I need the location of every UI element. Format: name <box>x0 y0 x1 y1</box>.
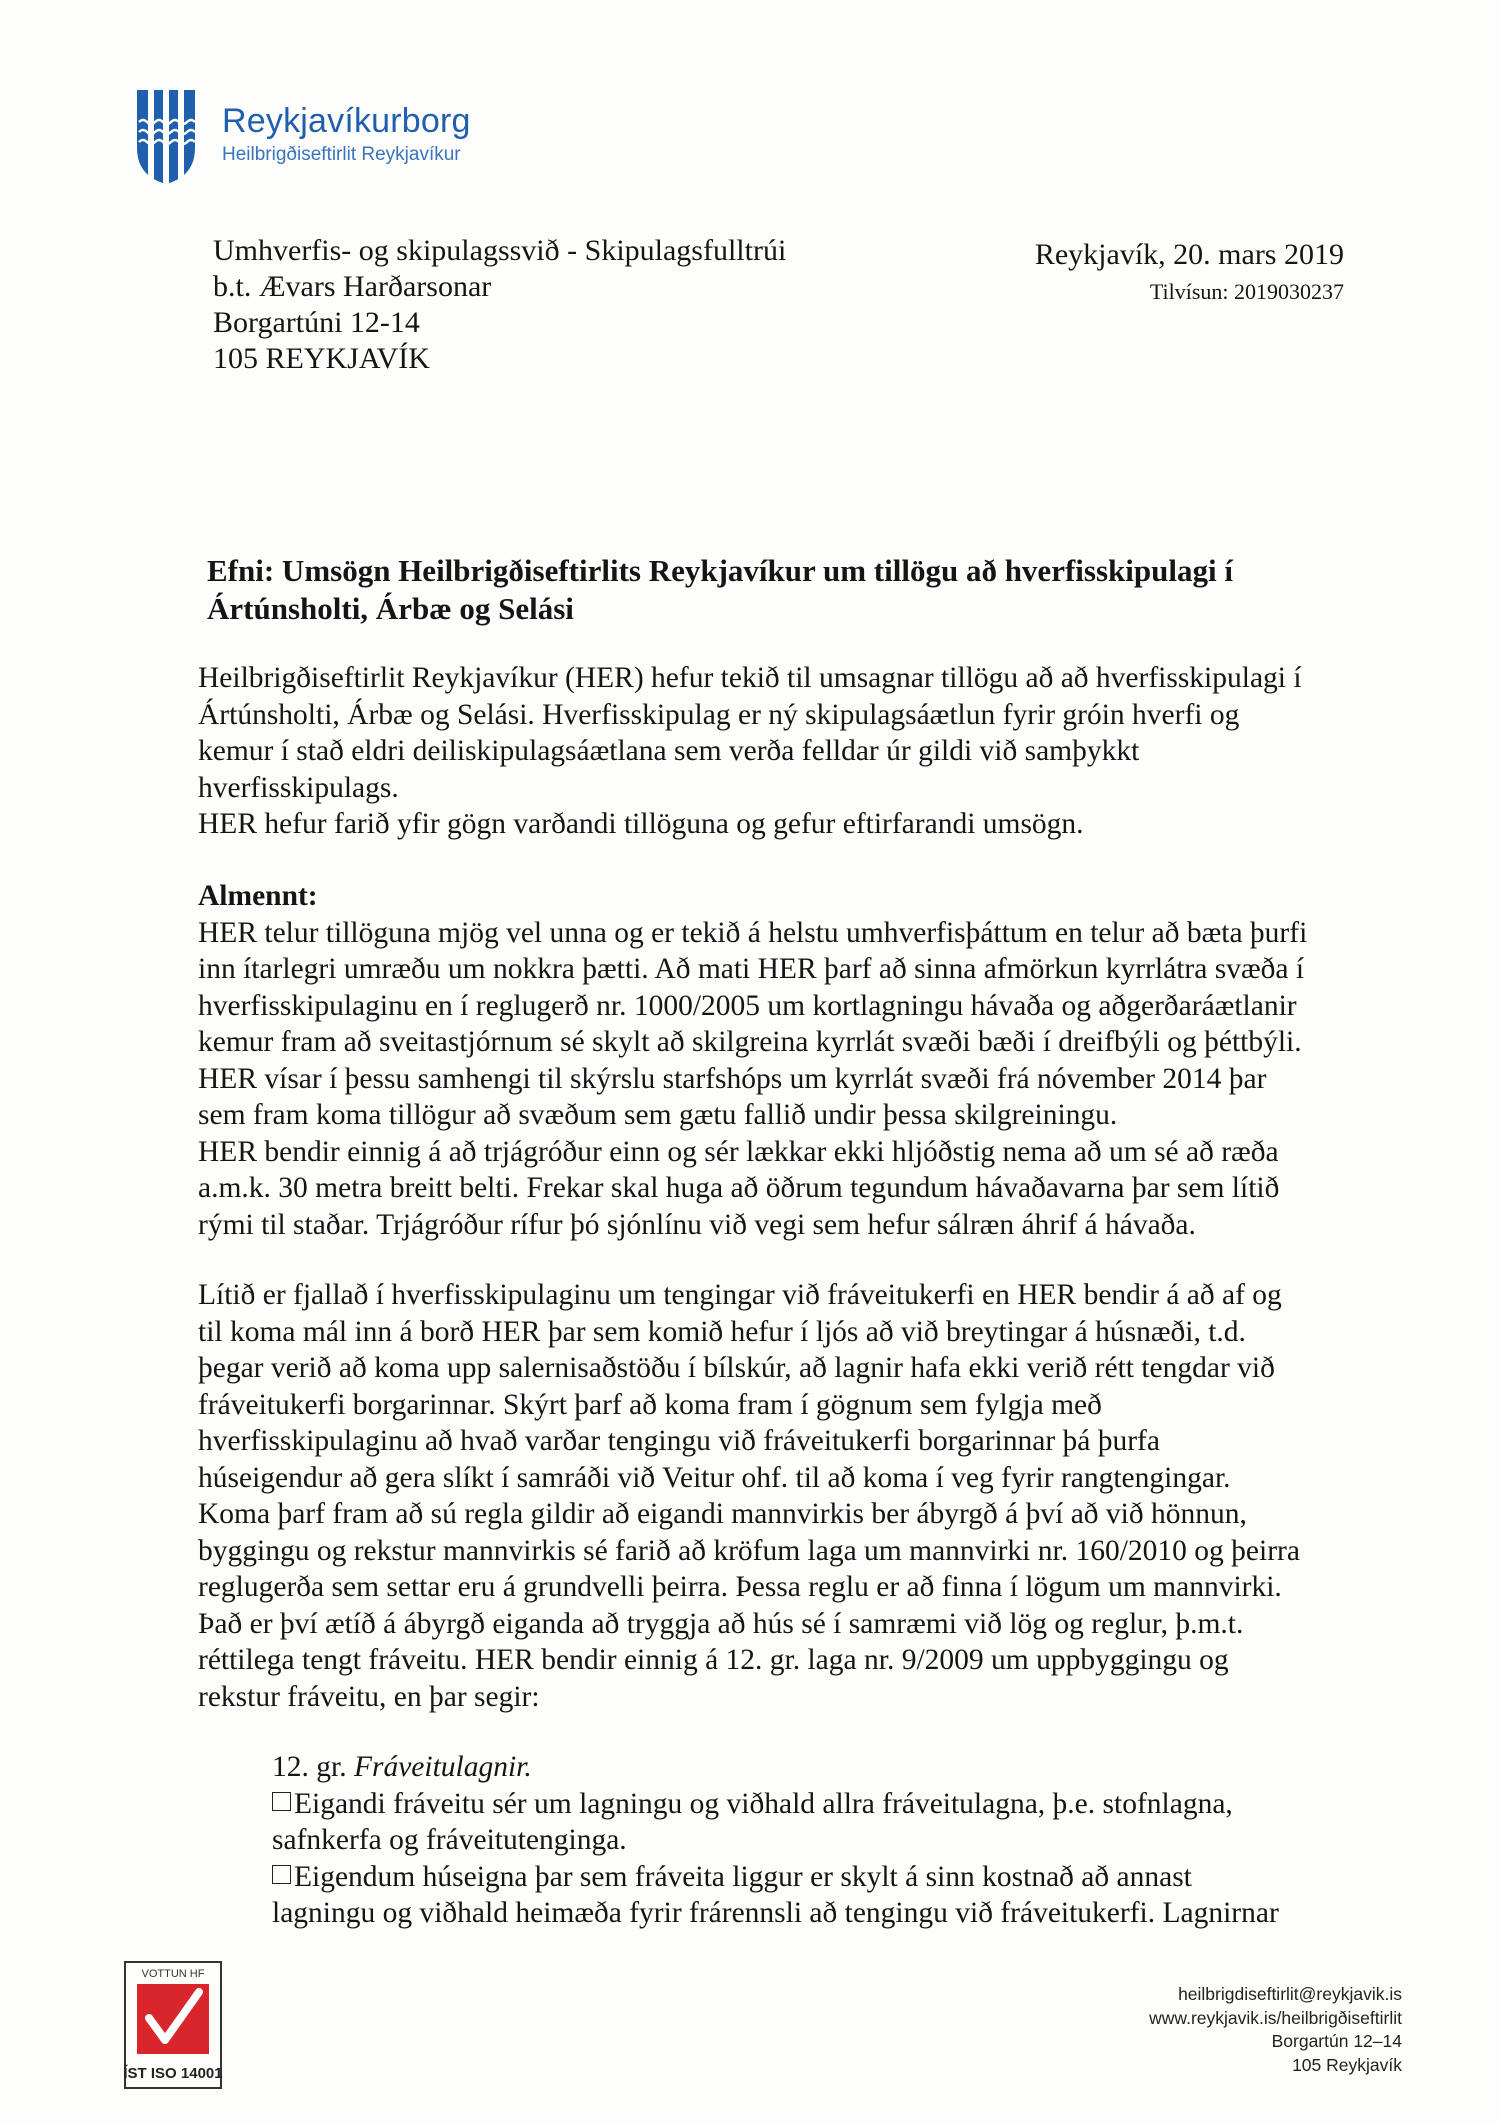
iso-certification-badge <box>123 1960 223 2090</box>
recipient-line: 105 REYKJAVÍK <box>213 342 430 375</box>
subject-line: Efni: Umsögn Heilbrigðiseftirlits Reykjavíkur um tillögu að hverfisskipulagi í <box>207 553 1233 588</box>
org-name: Reykjavíkurborg <box>222 102 471 140</box>
text-line: Heilbrigðiseftirlit Reykjavíkur (HER) hefur tekið til umsagnar tillögu að að hverfisskipulagi í <box>198 662 1302 694</box>
section-heading: Almennt: <box>198 879 318 912</box>
reykjavik-shield-logo <box>135 88 197 186</box>
text-line: HER telur tillöguna mjög vel unna og er tekið á helstu umhverfisþáttum en telur að bæta þurfi <box>198 916 1308 949</box>
text-line: HER hefur farið yfir gögn varðandi tillöguna og gefur eftirfarandi umsögn. <box>198 808 1084 840</box>
text-line: réttilega tengt fráveitu. HER bendir einnig á 12. gr. laga nr. 9/2009 um uppbyggingu og <box>198 1644 1229 1676</box>
text-line: hverfisskipulaginu en í reglugerð nr. 1000/2005 um kortlagningu hávaða og aðgerðaráætlanir <box>198 989 1297 1022</box>
checkbox-glyph-icon <box>272 1792 291 1811</box>
text-line: húseigendur að gera slíkt í samráði við Veitur ohf. til að koma í veg fyrir rangtengingar. <box>198 1461 1231 1494</box>
text-line: HER vísar í þessu samhengi til skýrslu starfshóps um kyrrlát svæði frá nóvember 2014 þar <box>198 1062 1267 1095</box>
cert-top-label: VOTTUN HF <box>141 1968 205 1980</box>
text-line: hverfisskipulaginu að hvað varðar tengingu við fráveitukerfi borgarinnar þá þurfa <box>198 1425 1160 1457</box>
subject-heading <box>207 552 1307 628</box>
text-line: Koma þarf fram að sú regla gildir að eigandi mannvirkis ber ábyrgð á því að við hönnun, <box>198 1498 1247 1530</box>
quote-text: Eigandi fráveitu sér um lagningu og viðhald allra fráveitulagna, þ.e. stofnlagna, <box>294 1787 1233 1820</box>
quote-line <box>272 1786 1348 1823</box>
text-line: kemur fram að sveitastjórnum sé skylt að skilgreina kyrrlát svæði bæði í dreifbýli og þéttbýli. <box>198 1026 1302 1058</box>
text-line: fráveitukerfi borgarinnar. Skýrt þarf að koma fram í gögnum sem fylgja með <box>198 1388 1102 1421</box>
text-line: inn ítarlegri umræðu um nokkra þætti. Að mati HER þarf að sinna afmörkun kyrrlátra svæða í <box>198 953 1305 985</box>
subject-line: Ártúnsholti, Árbæ og Selási <box>207 591 574 626</box>
contact-website[interactable]: www.reykjavik.is/heilbrigðiseftirlit <box>1149 2007 1402 2028</box>
article-heading <box>272 1749 1348 1786</box>
quote-text: Eigendum húseigna þar sem fráveita liggur er skylt á sinn kostnað að annast <box>294 1860 1192 1893</box>
general-paragraph <box>198 915 1348 1244</box>
text-line: Það er því ætíð á ábyrgð eiganda að tryggja að hús sé í samræmi við lög og reglur, þ.m.t. <box>198 1607 1244 1640</box>
contact-street: Borgartún 12–14 <box>1271 2031 1402 2051</box>
contact-email[interactable]: heilbrigdiseftirlit@reykjavik.is <box>1178 1984 1402 2004</box>
article-number: 12. gr. <box>272 1751 347 1783</box>
recipient-line: b.t. Ævars Harðarsonar <box>213 270 492 303</box>
letter-body <box>198 660 1348 1932</box>
checkbox-glyph-icon <box>272 1865 291 1884</box>
reference-number: Tilvísun: 2019030237 <box>1149 279 1344 304</box>
text-line: til koma mál inn á borð HER þar sem komið hefur í ljós að við breytingar á húsnæði, t.d. <box>198 1315 1246 1348</box>
article-title: Fráveitulagnir. <box>353 1751 532 1783</box>
text-line: rekstur fráveitu, en þar segir: <box>198 1680 540 1713</box>
text-line: kemur í stað eldri deiliskipulagsáætlana sem verða felldar úr gildi við samþykkt <box>198 735 1140 767</box>
contact-city: 105 Reykjavík <box>1292 2054 1402 2075</box>
text-line: rými til staðar. Trjágróður rífur þó sjónlínu við vegi sem hefur sálræn áhrif á hávaða. <box>198 1208 1196 1241</box>
text-line: Lítið er fjallað í hverfisskipulaginu um tengingar við fráveitukerfi en HER bendir á að af og <box>198 1279 1282 1311</box>
footer-contact <box>1149 1983 1402 2077</box>
intro-paragraph <box>198 660 1348 843</box>
quote-line: safnkerfa og fráveitutenginga. <box>272 1824 627 1856</box>
text-line: hverfisskipulags. <box>198 771 399 804</box>
recipient-line: Borgartúni 12-14 <box>213 306 420 339</box>
recipient-address <box>213 233 786 377</box>
text-line: reglugerða sem settar eru á grundvelli þeirra. Þessa reglu er að finna í lögum um mannvirki. <box>198 1571 1282 1603</box>
text-line: a.m.k. 30 metra breitt belti. Frekar skal huga að öðrum tegundum hávaðavarna þar sem lítið <box>198 1172 1280 1204</box>
sewer-paragraph <box>198 1277 1348 1715</box>
letter-date: Reykjavík, 20. mars 2019 <box>1034 238 1344 271</box>
org-subtitle: Heilbrigðiseftirlit Reykjavíkur <box>222 144 461 165</box>
text-line: þegar verið að koma upp salernisaðstöðu í bílskúr, að lagnir hafa ekki verið rétt tengdar við <box>198 1352 1275 1384</box>
quote-line <box>272 1859 1348 1896</box>
text-line: sem fram koma tillögur að svæðum sem gætu fallið undir þessa skilgreiningu. <box>198 1099 1118 1131</box>
law-quote <box>198 1749 1348 1932</box>
recipient-line: Umhverfis- og skipulagssvið - Skipulagsfulltrúi <box>213 234 787 267</box>
text-line: byggingu og rekstur mannvirkis sé farið að kröfum laga um mannvirki nr. 160/2010 og þeirra <box>198 1534 1300 1567</box>
quote-line: lagningu og viðhald heimæða fyrir frárennsli að tengingu við fráveitukerfi. Lagnirnar <box>272 1897 1279 1929</box>
text-line: HER bendir einnig á að trjágróður einn og sér lækkar ekki hljóðstig nema að um sé að ræða <box>198 1135 1279 1168</box>
text-line: Ártúnsholti, Árbæ og Selási. Hverfisskipulag er ný skipulagsáætlun fyrir gróin hverfi og <box>198 698 1240 731</box>
cert-bottom-label: ÍST ISO 14001 <box>123 2065 223 2082</box>
